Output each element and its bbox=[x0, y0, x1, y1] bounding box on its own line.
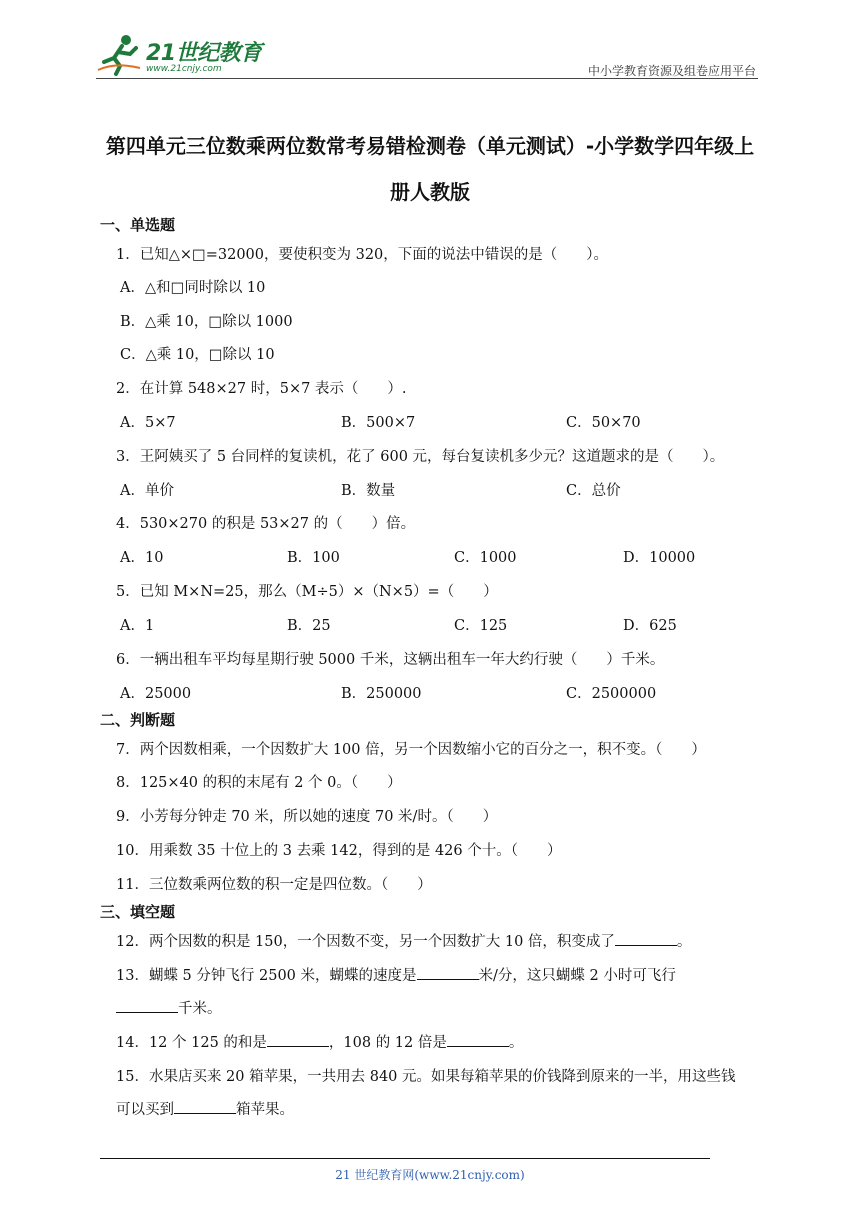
q1-option-c: C．△乘 10，□除以 10 bbox=[120, 347, 275, 363]
q1-option-b: B．△乘 10，□除以 1000 bbox=[120, 314, 293, 330]
question-15-cont bbox=[116, 1098, 294, 1119]
q5-option-d: D．625 bbox=[623, 618, 677, 634]
answer-blank[interactable] bbox=[447, 1032, 509, 1047]
q14-mid: ，108 的 12 倍是 bbox=[328, 1035, 447, 1051]
logo-url: www.21cnjy.com bbox=[146, 64, 222, 74]
question-1: 1．已知△×□=32000，要使积变为 320，下面的说法中错误的是（ ）。 bbox=[116, 247, 609, 263]
question-5: 5．已知 M×N=25，那么（M÷5）×（N×5）=（ ） bbox=[116, 584, 498, 600]
question-3: 3．王阿姨买了 5 台同样的复读机，花了 600 元，每台复读机多少元？这道题求的是（ ）。 bbox=[116, 449, 725, 465]
q3-option-b: B．数量 bbox=[341, 483, 396, 499]
answer-blank[interactable] bbox=[417, 965, 479, 980]
q15-end: 箱苹果。 bbox=[236, 1102, 294, 1118]
q13-end: 千米。 bbox=[178, 1001, 222, 1017]
q6-option-c: C．2500000 bbox=[566, 686, 657, 702]
q2-option-a: A．5×7 bbox=[120, 415, 176, 431]
question-7: 7．两个因数相乘，一个因数扩大 100 倍，另一个因数缩小它的百分之一，积不变。（ ） bbox=[116, 742, 706, 758]
q5-option-c: C．125 bbox=[454, 618, 508, 634]
q5-option-a: A．1 bbox=[120, 618, 155, 634]
q14-text: 14．12 个 125 的和是 bbox=[116, 1035, 267, 1051]
footer-link[interactable]: 21 世纪教育网(www.21cnjy.com) bbox=[335, 1168, 525, 1182]
q14-end: 。 bbox=[508, 1035, 524, 1051]
page-title-line2: 册人教版 bbox=[390, 180, 470, 204]
q13-text: 13．蝴蝶 5 分钟飞行 2500 米，蝴蝶的速度是 bbox=[116, 968, 417, 984]
answer-blank[interactable] bbox=[615, 931, 677, 946]
runner-logo-icon bbox=[96, 32, 144, 76]
question-15: 15．水果店买来 20 箱苹果，一共用去 840 元。如果每箱苹果的价钱降到原来的一半，用这些钱 bbox=[116, 1069, 736, 1085]
q12-end: 。 bbox=[676, 934, 692, 950]
question-11: 11．三位数乘两位数的积一定是四位数。（ ） bbox=[116, 877, 432, 893]
section-heading-single-choice: 一、单选题 bbox=[100, 216, 176, 234]
q15-text: 可以买到 bbox=[116, 1102, 174, 1118]
answer-blank[interactable] bbox=[116, 998, 178, 1013]
q6-option-b: B．250000 bbox=[341, 686, 422, 702]
q1-option-a: A．△和□同时除以 10 bbox=[120, 280, 266, 296]
question-13-cont bbox=[116, 997, 222, 1018]
question-4: 4．530×270 的积是 53×27 的（ ）倍。 bbox=[116, 516, 416, 532]
q4-option-b: B．100 bbox=[287, 550, 340, 566]
question-6: 6．一辆出租车平均每星期行驶 5000 千米，这辆出租车一年大约行驶（ ）千米。 bbox=[116, 652, 665, 668]
q5-option-b: B．25 bbox=[287, 618, 331, 634]
question-13 bbox=[116, 964, 676, 985]
q2-option-b: B．500×7 bbox=[341, 415, 416, 431]
q12-text: 12．两个因数的积是 150，一个因数不变，另一个因数扩大 10 倍，积变成了 bbox=[116, 934, 615, 950]
logo bbox=[96, 32, 266, 76]
logo-text: 21世纪教育 bbox=[146, 41, 262, 66]
platform-name: 中小学教育资源及组卷应用平台 bbox=[587, 64, 756, 78]
q3-option-a: A．单价 bbox=[120, 483, 174, 499]
q13-mid: 米/分，这只蝴蝶 2 小时可飞行 bbox=[478, 968, 676, 984]
section-heading-true-false: 二、判断题 bbox=[100, 711, 176, 729]
question-14 bbox=[116, 1031, 523, 1052]
question-8: 8．125×40 的积的末尾有 2 个 0。（ ） bbox=[116, 775, 402, 791]
q6-option-a: A．25000 bbox=[120, 686, 192, 702]
question-10: 10．用乘数 35 十位上的 3 去乘 142，得到的是 426 个十。（ ） bbox=[116, 843, 562, 859]
answer-blank[interactable] bbox=[174, 1099, 236, 1114]
answer-blank[interactable] bbox=[267, 1032, 329, 1047]
q2-option-c: C．50×70 bbox=[566, 415, 641, 431]
q4-option-d: D．10000 bbox=[623, 550, 696, 566]
footer-divider bbox=[100, 1158, 710, 1159]
page-header bbox=[96, 30, 758, 79]
question-2: 2．在计算 548×27 时，5×7 表示（ ）. bbox=[116, 381, 407, 397]
section-heading-fill-blank: 三、填空题 bbox=[100, 903, 176, 921]
page-title-line1: 第四单元三位数乘两位数常考易错检测卷（单元测试）-小学数学四年级上 bbox=[105, 134, 755, 158]
question-12 bbox=[116, 930, 691, 951]
q3-option-c: C．总价 bbox=[566, 483, 621, 499]
q4-option-c: C．1000 bbox=[454, 550, 517, 566]
q4-option-a: A．10 bbox=[120, 550, 164, 566]
question-9: 9．小芳每分钟走 70 米，所以她的速度 70 米/时。（ ） bbox=[116, 809, 498, 825]
